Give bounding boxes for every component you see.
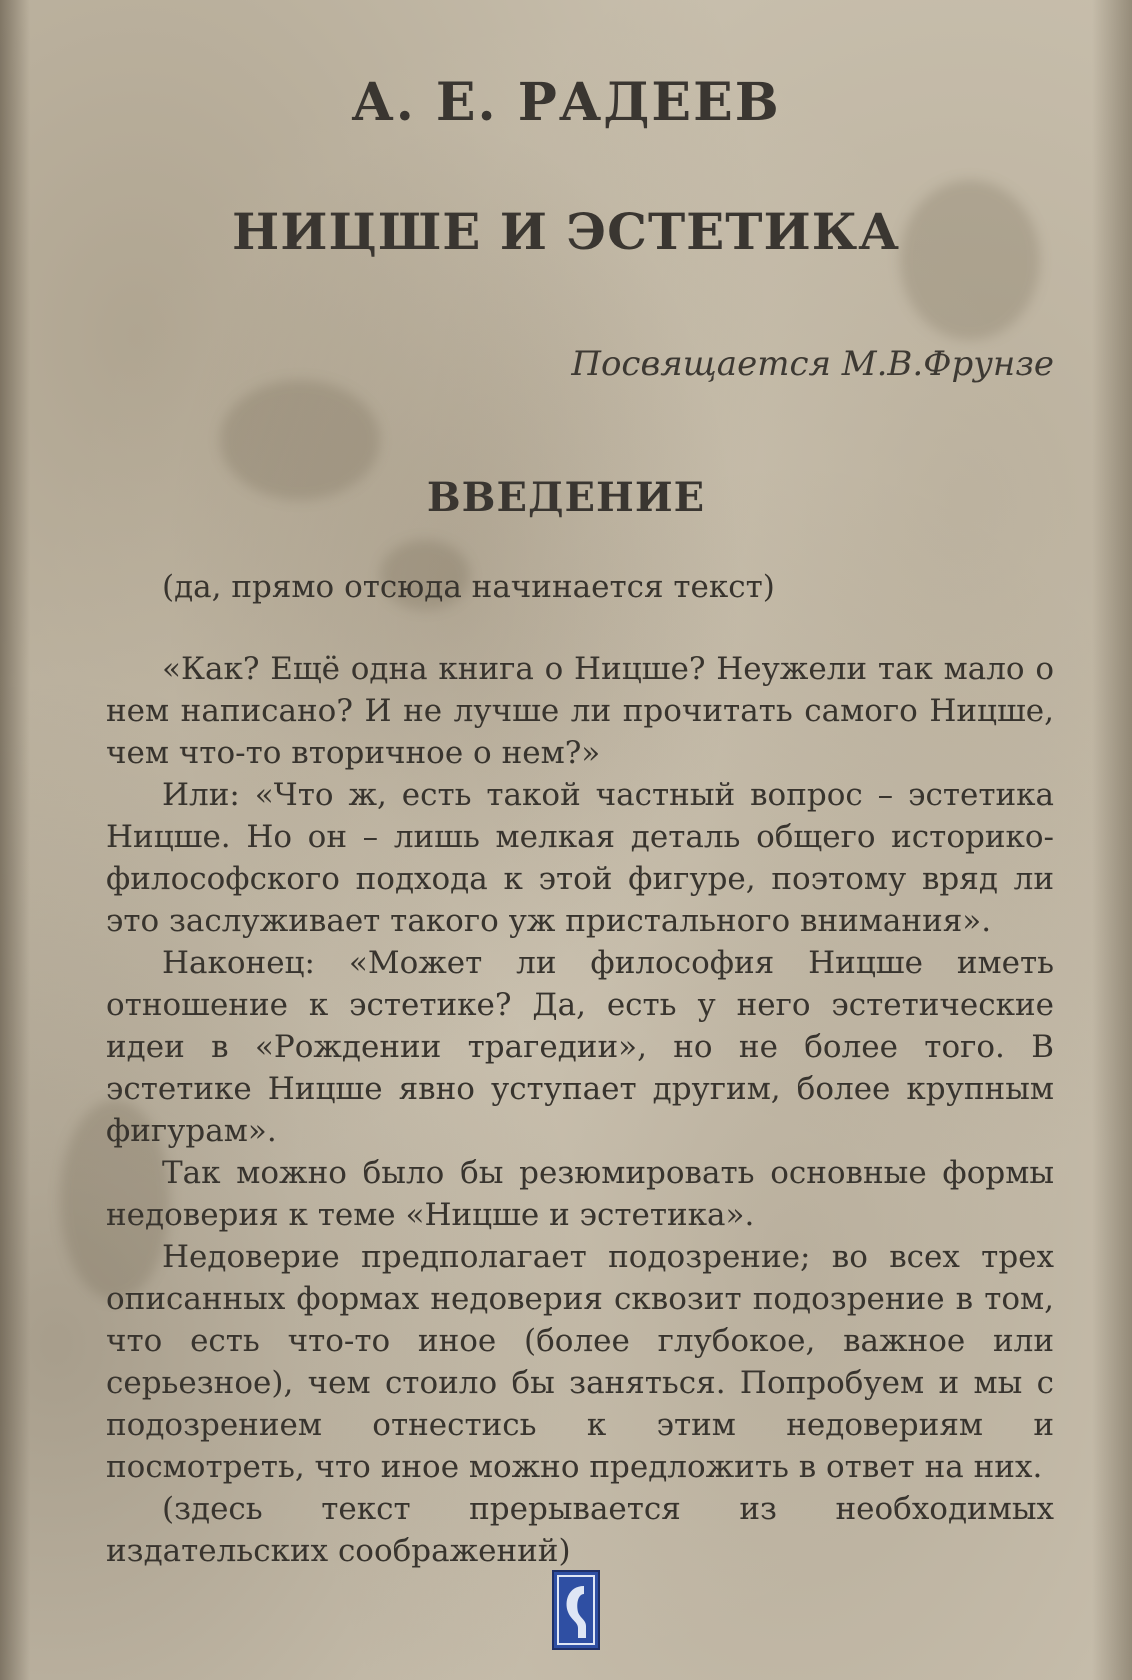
paragraph: Или: «Что ж, есть такой частный вопрос – эстетика Ницше. Но он – лишь мелкая деталь общего историко-философского подхода к этой фигуре, поэтому вряд ли это заслуживает такого уж пристального внимания».: [106, 777, 1054, 939]
publisher-logo-graphic: [554, 1572, 598, 1648]
paragraph: «Как? Ещё одна книга о Ницше? Неужели так мало о нем написано? И не лучше ли прочитать самого Ницше, чем что-то вторичное о нем?»: [106, 651, 1054, 771]
paragraph: Наконец: «Может ли философия Ницше иметь отношение к эстетике? Да, есть у него эстетические идеи в «Рождении трагедии», но не более того. В эстетике Ницше явно уступает другим, более крупным фигурам».: [106, 945, 1054, 1149]
body-text: [106, 648, 1054, 1488]
note-bottom: (здесь текст прерывается из необходимых издательских соображений): [106, 1491, 1054, 1569]
book-title: НИЦШЕ И ЭСТЕТИКА: [232, 202, 900, 261]
author-name: А. Е. РАДЕЕВ: [351, 72, 781, 133]
dedication: Посвящается М.В.Фрунзе: [571, 344, 1054, 384]
publisher-logo-icon: [552, 1570, 600, 1650]
section-heading: ВВЕДЕНИЕ: [426, 474, 706, 521]
note-top: (да, прямо отсюда начинается текст): [162, 569, 775, 605]
paragraph: Так можно было бы резюмировать основные формы недоверия к теме «Ницше и эстетика».: [106, 1155, 1054, 1233]
paragraph: Недоверие предполагает подозрение; во всех трех описанных формах недоверия сквозит подозрение в том, что есть что-то иное (более глубокое, важное или серьезное), чем стоило бы заняться. Попробуем и мы с подозрением отнестись к этим недовериям и посмотреть, что иное можно предложить в ответ на них.: [106, 1239, 1054, 1485]
